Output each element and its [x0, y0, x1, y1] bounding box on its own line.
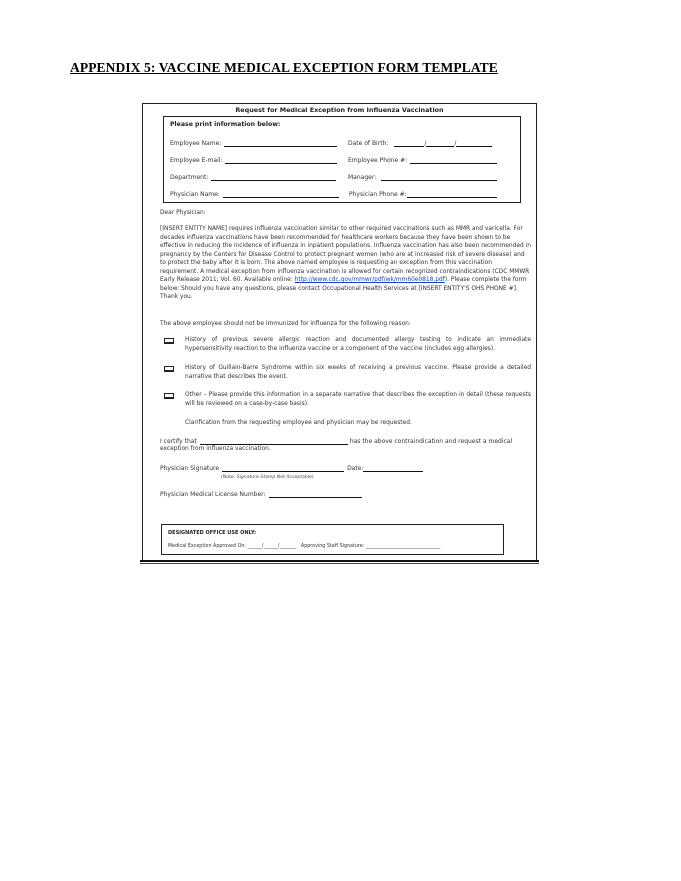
manager-field[interactable]	[348, 173, 497, 181]
checkbox-allergy[interactable]	[164, 338, 174, 344]
employee-phone-label: Employee Phone #:	[348, 157, 408, 164]
employee-name-label: Employee Name:	[170, 140, 222, 147]
office-use-heading: DESIGNATED OFFICE USE ONLY:	[168, 530, 257, 536]
body-text-after-link: ). Please complete the form below: Should you have any questions, please contact Occupational Health Services at [INSERT ENTITY'S OHS PHONE #]. Thank you.	[160, 277, 527, 300]
body-paragraph	[160, 225, 532, 302]
certify-suffix: has the above contraindication and request a medical	[349, 438, 513, 445]
physician-signature-line[interactable]	[222, 464, 344, 472]
certify-line[interactable]	[160, 437, 512, 445]
physician-signature-field[interactable]	[160, 464, 423, 472]
physician-phone-label: Physician Phone #:	[349, 191, 407, 198]
page-bottom-rule-thin	[140, 563, 539, 564]
staff-signature-label: Approving Staff Signature:	[300, 544, 365, 549]
body-text: [INSERT ENTITY NAME] requires influenza vaccination similar to other required vaccinations such as MMR and varicella. For decades influenza vaccinations have been recommended for healthcare workers because they have been shown to be effective in reducing the incidence of influenza in inpatient populations. Influenza vaccination has also been recommended in pregnancy by the Centers for Disease Control to protect pregnant women (who are at increased risk of severe disease) and to protect the baby after it is born. The above named employee is requesting an exception from this vaccination requirement. A medical exception from influenza vaccination is allowed for certain recognized contraindications (CDC MMWR Early Release 2011; Vol. 60. Available online:	[160, 226, 532, 283]
employee-info-box	[163, 116, 521, 203]
department-line[interactable]	[211, 173, 336, 181]
checkbox-other[interactable]	[164, 393, 174, 399]
office-use-box	[161, 524, 504, 555]
certify-line-2: exception from influenza vaccination.	[160, 446, 271, 452]
date-of-birth-field[interactable]	[348, 139, 492, 147]
department-label: Department:	[170, 174, 209, 181]
employee-name-field[interactable]	[170, 139, 337, 147]
manager-line[interactable]	[381, 173, 497, 181]
dob-day-line[interactable]	[426, 139, 457, 147]
date-of-birth-label: Date of Birth:	[348, 140, 389, 147]
physician-name-label: Physician Name:	[170, 191, 220, 198]
reason-intro: The above employee should not be immunized for influenza for the following reason:	[160, 321, 411, 327]
approved-date-blank[interactable]: ______/______/_______	[247, 544, 297, 549]
employee-email-label: Employee E-mail:	[170, 157, 223, 164]
license-number-field[interactable]	[160, 490, 362, 498]
employee-phone-line[interactable]	[410, 156, 497, 164]
checkbox-guillain-barre[interactable]	[164, 366, 174, 372]
physician-phone-field[interactable]	[349, 190, 497, 198]
department-field[interactable]	[170, 173, 336, 181]
physician-name-field[interactable]	[170, 190, 339, 198]
signature-note: (Note: Signature Stamp Not Acceptable)	[221, 475, 314, 480]
reason-guillain-barre: History of Guillain-Barre Syndrome within six weeks of receiving a previous vaccine. Please provide a detailed narrative that describes the event.	[185, 365, 531, 380]
date-label: Date:	[347, 465, 364, 472]
reason-allergy: History of previous severe allergic reaction and documented allergy testing to indicate an immediate hypersensitivity reaction to the influenza vaccine or a component of the vaccine (includes egg allergies).	[185, 337, 531, 352]
certify-prefix: I certify that	[160, 438, 197, 445]
appendix-title: APPENDIX 5: VACCINE MEDICAL EXCEPTION FORM TEMPLATE	[70, 60, 498, 75]
dob-separator: /	[424, 140, 427, 147]
info-heading: Please print information below:	[170, 121, 281, 128]
physician-signature-label: Physician Signature	[160, 465, 220, 472]
manager-label: Manager:	[348, 174, 377, 181]
staff-signature-blank[interactable]: _______________________________	[365, 544, 441, 549]
employee-phone-field[interactable]	[348, 156, 497, 164]
employee-name-line[interactable]	[224, 139, 337, 147]
dob-year-line[interactable]	[456, 139, 492, 147]
form-page	[142, 103, 537, 560]
cdc-link[interactable]: http://www.cdc.gov/mmwr/pdf/wk/mm60e0818.pdf	[294, 277, 445, 283]
clarification-note: Clarification from the requesting employee and physician may be requested.	[185, 420, 412, 426]
employee-email-field[interactable]	[170, 156, 337, 164]
approval-line	[168, 544, 440, 549]
license-number-line[interactable]	[269, 490, 362, 498]
license-number-label: Physician Medical License Number:	[160, 491, 266, 498]
dob-separator: /	[454, 140, 457, 147]
salutation: Dear Physician:	[160, 210, 206, 216]
physician-name-line[interactable]	[223, 190, 339, 198]
date-line[interactable]	[363, 464, 423, 472]
form-title: Request for Medical Exception from Influenza Vaccination	[235, 106, 444, 114]
reason-other: Other – Please provide this information in a separate narrative that describes the exception in detail (these requests will be reviewed on a case-by-case basis).	[185, 392, 531, 407]
certify-name-line[interactable]	[200, 437, 348, 445]
approved-on-label: Medical Exception Approved On:	[168, 544, 246, 549]
employee-email-line[interactable]	[225, 156, 337, 164]
dob-month-line[interactable]	[394, 139, 427, 147]
page-bottom-rule	[140, 560, 539, 562]
physician-phone-line[interactable]	[407, 190, 497, 198]
